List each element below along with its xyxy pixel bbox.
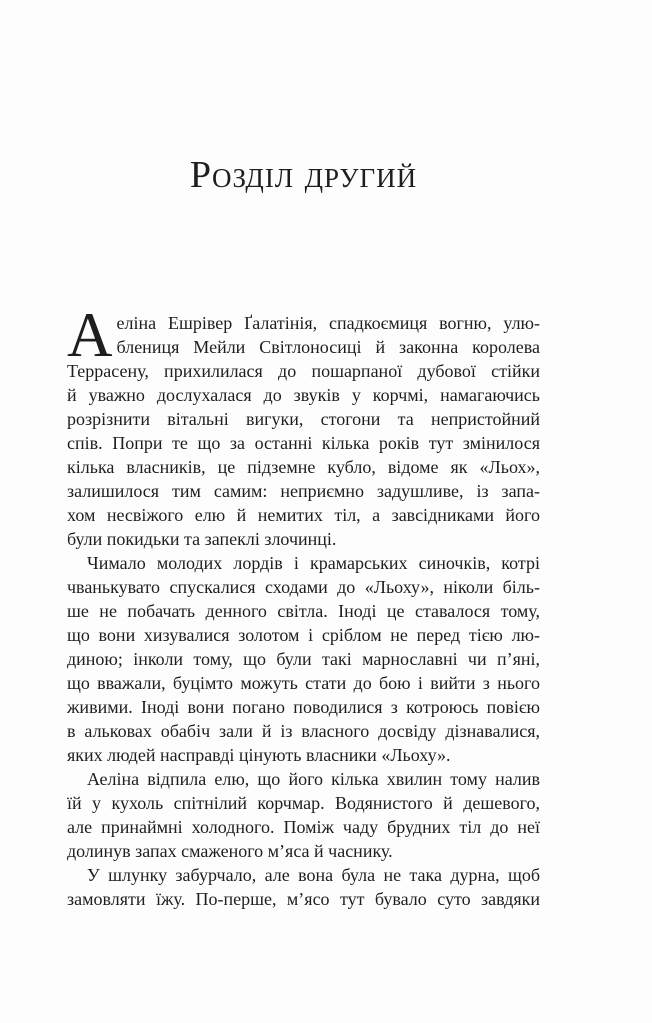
paragraph [67, 767, 540, 863]
text-line: їй у кухоль спітнілий корчмар. Водянистого й дешевого, [67, 793, 540, 813]
text-line: яких людей насправді цінують власники «Льоху». [67, 745, 451, 765]
text-line: замовляти їжу. По-перше, м’ясо тут бувало суто завдяки [67, 889, 540, 909]
text-line: Террасену, прихилилася до пошарпаної дубової стійки [67, 361, 540, 381]
chapter-title: Розділ другий [189, 154, 418, 196]
text-line: блениця Мейли Світлоносиці й законна королева [116, 337, 540, 357]
text-line: хом несвіжого елю й немитих тіл, а завсідниками його [67, 505, 540, 525]
text-line: були покидьки та запеклі злочинці. [67, 529, 337, 549]
text-line: ше не побачать денного світла. Іноді це ставалося тому, [67, 601, 540, 621]
body-text [67, 300, 540, 911]
text-line: чванькувато спускалися сходами до «Льоху», ніколи біль- [67, 577, 540, 597]
text-line: розрізнити вітальні вигуки, стогони та непристойний [67, 409, 540, 429]
text-line: еліна Ешрівер Ґалатінія, спадкоємиця вогню, улю- [116, 313, 540, 333]
drop-cap: А [67, 300, 113, 370]
paragraph [67, 300, 540, 551]
text-line: й уважно дослухалася до звуків у корчмі, намагаючись [67, 385, 540, 405]
text-line: У шлунку забурчало, але вона була не така дурна, щоб [87, 865, 540, 885]
text-line: спів. Попри те що за останні кілька років тут змінилося [67, 433, 540, 453]
text-line: що вважали, буцімто можуть стати до бою і вийти з нього [67, 673, 540, 693]
text-line: Чимало молодих лордів і крамарських синочків, котрі [87, 553, 540, 573]
text-line: живими. Іноді вони погано поводилися з котроюсь повією [67, 697, 540, 717]
text-line: залишилося тим самим: неприємно задушливе, із запа- [67, 481, 540, 501]
text-line: диною; інколи тому, що були такі марнославні чи п’яні, [67, 649, 540, 669]
text-line: долинув запах смаженого м’яса й часнику. [67, 841, 393, 861]
paragraph [67, 551, 540, 767]
paragraph [67, 863, 540, 911]
text-line: але принаймні холодного. Поміж чаду брудних тіл до неї [67, 817, 540, 837]
text-line: в альковах обабіч зали й із власного досвіду дізнавалися, [67, 721, 540, 741]
text-line: кілька власників, це підземне кубло, відоме як «Льох», [67, 457, 540, 477]
text-line: що вони хизувалися золотом і сріблом не перед тією лю- [67, 625, 540, 645]
text-line: Аеліна відпила елю, що його кілька хвилин тому налив [87, 769, 540, 789]
